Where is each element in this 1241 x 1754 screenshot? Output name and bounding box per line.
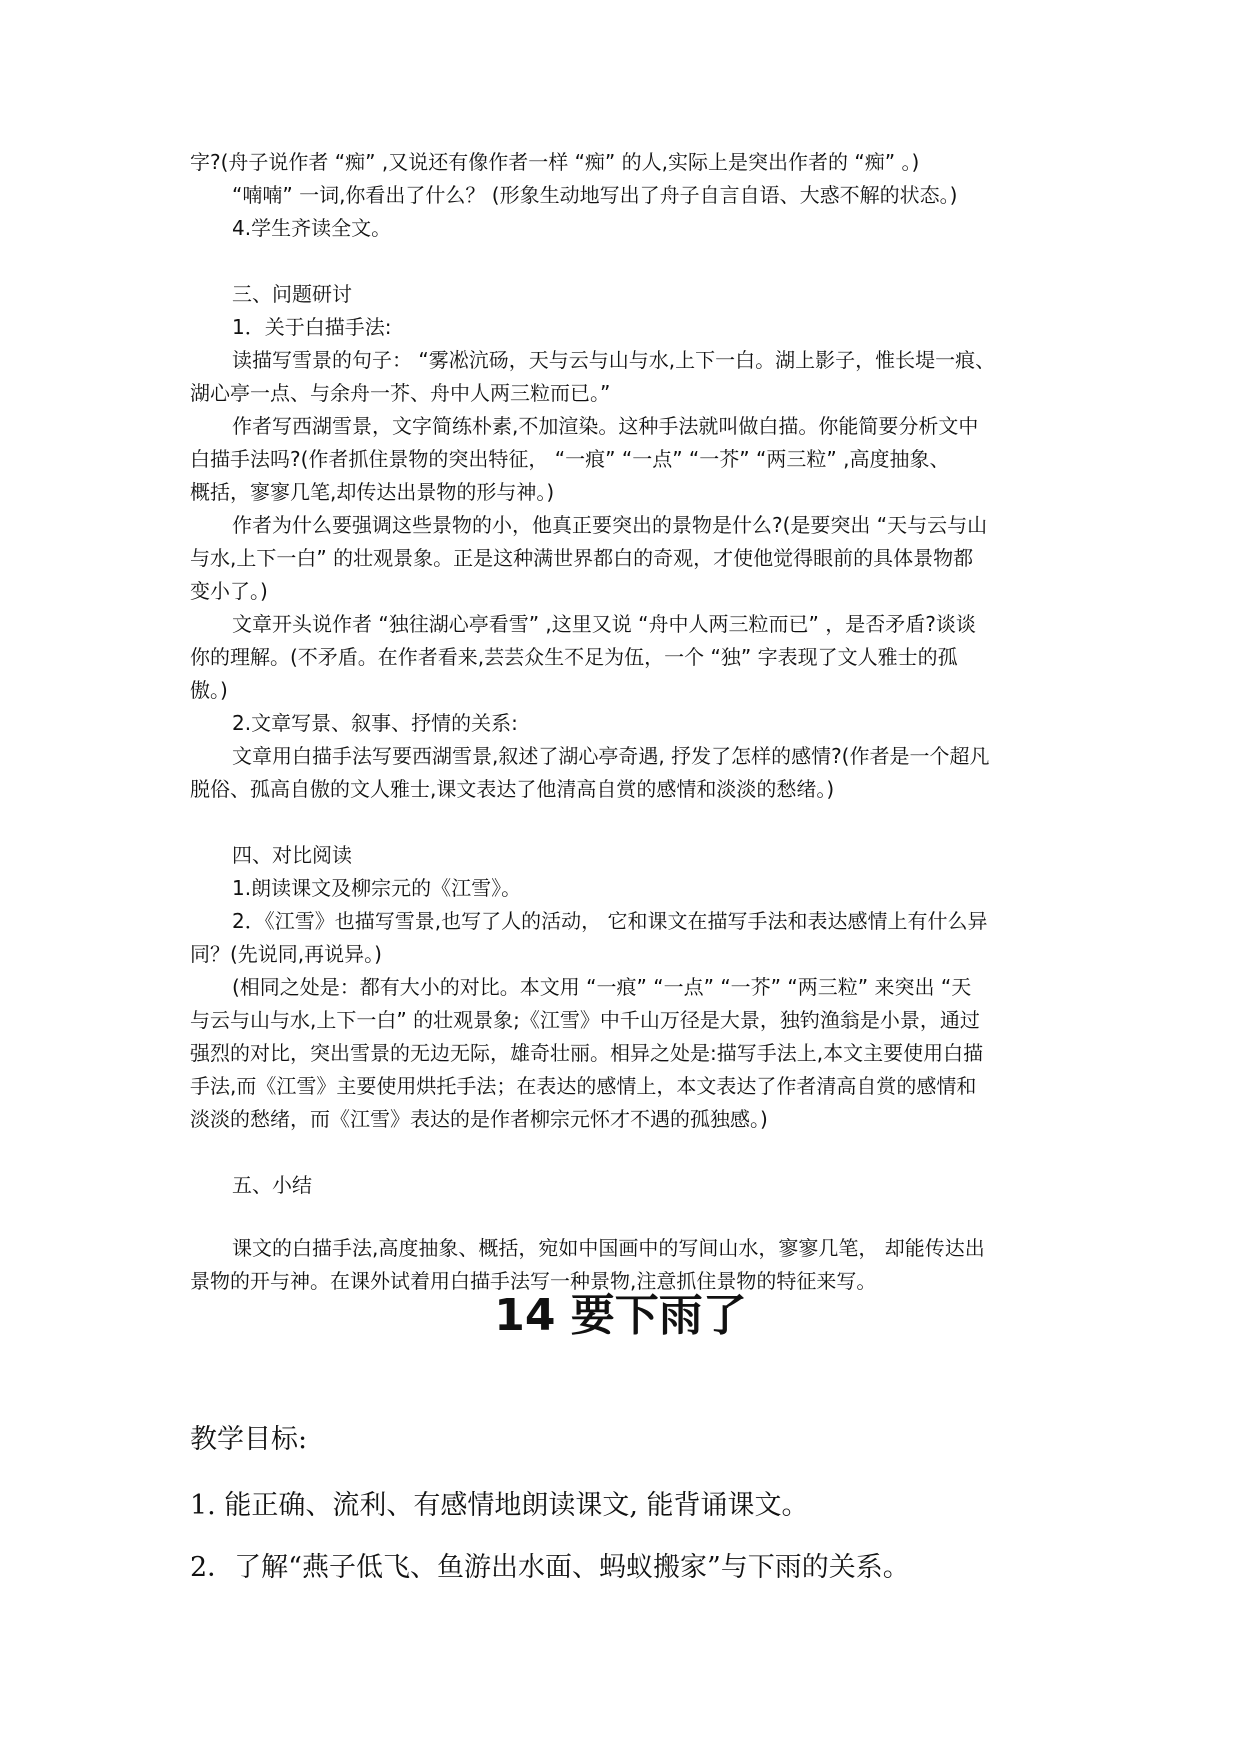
text-line: 傲。)	[190, 678, 228, 702]
text-line: 作者为什么要强调这些景物的小，他真正要突出的景物是什么?(是要突出 “天与云与山	[232, 513, 988, 537]
text-line: 与云与山与水,上下一白” 的壮观景象;《江雪》中千山万径是大景，独钓渔翁是小景，通过	[190, 1008, 980, 1032]
text-line: 字?(舟子说作者 “痴” ,又说还有像作者一样 “痴” 的人,实际上是突出作者的 “痴” 。)	[190, 150, 920, 174]
lesson-title: 14 要下雨了	[494, 1290, 747, 1341]
text-line: 强烈的对比，突出雪景的无边无际，雄奇壮丽。相异之处是:描写手法上,本文主要使用白描	[190, 1041, 984, 1065]
section-heading: 五、小结	[232, 1173, 312, 1197]
blank-line	[190, 245, 1062, 278]
text-line: 你的理解。(不矛盾。在作者看来,芸芸众生不足为伍，一个 “独” 字表现了文人雅士的孤	[190, 645, 958, 669]
text-line: 文章用白描手法写要西湖雪景,叙述了湖心亭奇遇, 抒发了怎样的感情?(作者是一个超凡	[232, 744, 990, 768]
text-line: 变小了。)	[190, 579, 268, 603]
text-line: 与水,上下一白” 的壮观景象。正是这种满世界都白的奇观，才使他觉得眼前的具体景物都	[190, 546, 974, 570]
section-heading: 四、对比阅读	[232, 843, 352, 867]
objective-item-1: 1. 能正确、流利、有感情地朗读课文, 能背诵课文。	[190, 1490, 809, 1521]
text-line: 作者写西湖雪景，文字简练朴素,不加渲染。这种手法就叫做白描。你能简要分析文中	[232, 414, 979, 438]
text-line: 文章开头说作者 “独往湖心亭看雪” ,这里又说 “舟中人两三粒而已” ，是否矛盾?谈谈	[232, 612, 976, 636]
text-line: 同？(先说同,再说异。)	[190, 942, 382, 966]
text-line: 手法,而《江雪》主要使用烘托手法；在表达的感情上，本文表达了作者清高自赏的感情和	[190, 1074, 977, 1098]
document-body	[190, 146, 1062, 1298]
text-line: 脱俗、孤高自傲的文人雅士,课文表达了他清高自赏的感情和淡淡的愁绪。)	[190, 777, 835, 801]
text-line: (相同之处是：都有大小的对比。本文用 “一痕” “一点” “一芥” “两三粒” 来突出 “天	[232, 975, 972, 999]
text-line: 课文的白描手法,高度抽象、概括，宛如中国画中的写间山水，寥寥几笔， 却能传达出	[232, 1236, 985, 1260]
text-line: 湖心亭一点、与余舟一芥、舟中人两三粒而已。”	[190, 381, 611, 405]
section-heading: 三、问题研讨	[232, 282, 352, 306]
text-line: 淡淡的愁绪，而《江雪》表达的是作者柳宗元怀才不遇的孤独感。)	[190, 1107, 768, 1131]
text-line: 4.学生齐读全文。	[232, 216, 392, 240]
subsection-heading: 1．关于白描手法:	[232, 315, 392, 339]
blank-line	[190, 1136, 1062, 1169]
text-line: 概括，寥寥几笔,却传达出景物的形与神。)	[190, 480, 555, 504]
objective-item-2: 2．了解“燕子低飞、鱼游出水面、蚂蚁搬家”与下雨的关系。	[190, 1552, 910, 1583]
subsection-heading: 2.文章写景、叙事、抒情的关系:	[232, 711, 518, 735]
text-line: 景物的开与神。在课外试着用白描手法写一种景物,注意抓住景物的特征来写。	[190, 1269, 877, 1293]
blank-line	[190, 806, 1062, 839]
text-line: 1.朗读课文及柳宗元的《江雪》。	[232, 876, 522, 900]
objectives-heading: 教学目标:	[190, 1424, 308, 1455]
text-line: “喃喃” 一词,你看出了什么？ (形象生动地写出了舟子自言自语、大惑不解的状态。)	[232, 183, 958, 207]
text-line: 2．《江雪》也描写雪景,也写了人的活动， 它和课文在描写手法和表达感情上有什么异	[232, 909, 988, 933]
blank-line	[190, 1202, 1062, 1232]
text-line: 白描手法吗?(作者抓住景物的突出特征， “一痕” “一点” “一芥” “两三粒” ,高度抽象、	[190, 447, 950, 471]
text-line: 读描写雪景的句子： “雾凇沆砀，天与云与山与水,上下一白。湖上影子，惟长堤一痕、	[232, 348, 996, 372]
